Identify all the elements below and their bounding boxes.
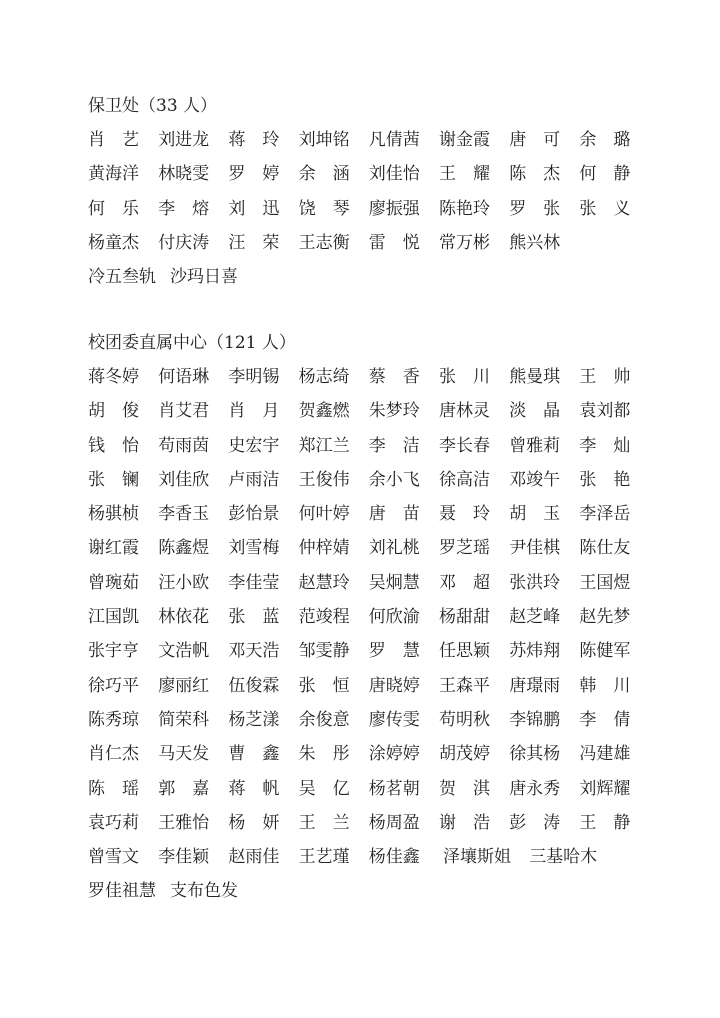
name-entry: 何 乐 <box>88 198 139 219</box>
name-row <box>88 435 648 469</box>
name-entry: 王志衡 <box>298 232 350 253</box>
name-entry: 朱 彤 <box>298 744 350 765</box>
name-entry: 李 洁 <box>368 435 420 456</box>
name-entry: 王 帅 <box>579 367 631 387</box>
name-entry: 汪 荣 <box>228 232 280 253</box>
name-entry: 三基哈木 <box>529 847 598 868</box>
name-entry: 王 静 <box>579 812 631 833</box>
name-entry: 蔡 香 <box>368 367 420 387</box>
name-entry: 熊兴林 <box>509 232 561 253</box>
name-entry: 唐晓婷 <box>368 675 420 696</box>
name-entry: 唐永秀 <box>509 778 561 799</box>
name-entry: 聂 玲 <box>439 504 490 525</box>
name-entry: 张 艳 <box>579 469 631 490</box>
name-entry: 沙玛日喜 <box>170 267 238 288</box>
name-entry: 廖振强 <box>368 198 420 219</box>
name-row <box>88 572 648 606</box>
name-entry: 张 川 <box>439 367 490 387</box>
name-entry: 林依花 <box>158 607 210 628</box>
name-entry: 李佳颖 <box>158 847 210 868</box>
name-entry: 王 耀 <box>439 164 490 185</box>
name-entry: 马天发 <box>158 744 210 765</box>
name-entry: 张洪玲 <box>509 572 561 593</box>
name-entry: 郑江兰 <box>298 435 350 456</box>
name-entry: 徐巧平 <box>88 675 139 696</box>
name-entry: 杨志绮 <box>298 367 350 387</box>
name-entry: 曾雅莉 <box>509 435 561 456</box>
name-entry: 肖 月 <box>228 401 280 422</box>
name-row <box>88 537 648 571</box>
name-entry: 杨茗朝 <box>368 778 420 799</box>
name-entry: 廖传雯 <box>368 709 420 730</box>
name-entry: 刘 迅 <box>228 198 280 219</box>
name-entry: 史宏宇 <box>228 435 280 456</box>
name-entry: 徐其杨 <box>509 744 561 765</box>
name-entry: 张 镧 <box>88 469 139 490</box>
section-heading: 保卫处（33 人） <box>88 96 218 116</box>
name-entry: 任思颖 <box>439 641 490 662</box>
name-entry: 杨 妍 <box>228 812 280 833</box>
name-entry: 罗 慧 <box>368 641 420 662</box>
name-entry: 何叶婷 <box>298 504 350 525</box>
name-entry: 王森平 <box>439 675 490 696</box>
name-entry: 黄海洋 <box>88 164 139 185</box>
name-entry: 刘辉耀 <box>579 778 631 799</box>
name-entry: 李长春 <box>439 435 490 456</box>
name-row <box>88 846 648 880</box>
name-entry: 刘佳怡 <box>368 164 420 185</box>
name-entry: 李香玉 <box>158 504 210 525</box>
name-entry: 陈仕友 <box>579 538 631 559</box>
name-entry: 卢雨洁 <box>228 469 280 490</box>
name-entry: 谢 浩 <box>439 812 490 833</box>
name-entry: 冷五叁轨 <box>88 267 156 288</box>
name-entry: 刘雪梅 <box>228 538 280 559</box>
extra-name-row <box>88 880 648 914</box>
name-entry: 刘坤铭 <box>298 130 350 150</box>
name-entry: 饶 琴 <box>298 198 350 219</box>
name-entry: 杨周盈 <box>368 812 420 833</box>
name-row <box>88 129 648 163</box>
name-entry: 肖艾君 <box>158 401 210 422</box>
name-entry: 陈 瑶 <box>88 778 139 799</box>
name-entry: 余 涵 <box>298 164 350 185</box>
name-entry: 肖 艺 <box>88 130 139 150</box>
name-entry: 陈 杰 <box>509 164 561 185</box>
name-entry: 曹 鑫 <box>228 744 280 765</box>
name-entry: 伍俊霖 <box>228 675 280 696</box>
name-entry: 李锦鹏 <box>509 709 561 730</box>
name-entry: 李 灿 <box>579 435 631 456</box>
name-entry: 泽壤斯姐 <box>443 847 511 868</box>
name-entry: 袁刘都 <box>579 401 631 422</box>
name-entry: 邓 超 <box>439 572 490 593</box>
name-entry: 唐 苗 <box>368 504 420 525</box>
name-entry: 尹佳棋 <box>509 538 561 559</box>
name-entry: 张 恒 <box>298 675 350 696</box>
name-entry: 付庆涛 <box>158 232 210 253</box>
name-entry: 苟雨茵 <box>158 435 210 456</box>
name-entry: 邓竣午 <box>509 469 561 490</box>
name-entry: 罗 张 <box>509 198 561 219</box>
extra-name-row <box>88 266 648 300</box>
name-entry: 廖丽红 <box>158 675 210 696</box>
name-entry: 支布色发 <box>170 881 238 902</box>
name-entry: 简荣科 <box>158 709 210 730</box>
name-entry: 赵先梦 <box>579 607 631 628</box>
name-entry: 陈艳玲 <box>439 198 490 219</box>
name-entry: 罗佳祖慧 <box>88 881 156 902</box>
name-entry: 蒋 帆 <box>228 778 280 799</box>
name-entry: 陈健军 <box>579 641 631 662</box>
name-entry: 何欣渝 <box>368 607 420 628</box>
name-entry: 郭 嘉 <box>158 778 210 799</box>
name-row <box>88 232 648 266</box>
name-row <box>88 606 648 640</box>
name-entry: 余俊意 <box>298 709 350 730</box>
name-entry: 李 熔 <box>158 198 210 219</box>
section-heading: 校团委直属中心（121 人） <box>88 333 296 353</box>
name-row <box>88 366 648 400</box>
name-entry: 常万彬 <box>439 232 490 253</box>
section-security-office <box>88 95 648 300</box>
name-entry: 罗芝瑶 <box>439 538 490 559</box>
name-entry: 张 义 <box>579 198 631 219</box>
name-entry: 谢红霞 <box>88 538 139 559</box>
name-entry: 吴炯慧 <box>368 572 420 593</box>
name-row <box>88 812 648 846</box>
name-entry: 余 璐 <box>579 130 631 150</box>
name-grid <box>88 366 648 880</box>
section-youth-league-center <box>88 332 648 915</box>
name-entry: 李 倩 <box>579 709 631 730</box>
name-entry: 凡倩茜 <box>368 130 420 150</box>
name-entry: 唐璟雨 <box>509 675 561 696</box>
name-entry: 淡 晶 <box>509 401 561 422</box>
name-entry: 李明锡 <box>228 367 280 387</box>
name-entry: 陈鑫煜 <box>158 538 210 559</box>
name-entry: 韩 川 <box>579 675 631 696</box>
name-entry: 曾雪文 <box>88 847 139 868</box>
name-row <box>88 163 648 197</box>
name-entry: 陈秀琼 <box>88 709 139 730</box>
name-row <box>88 400 648 434</box>
name-entry: 袁巧莉 <box>88 812 139 833</box>
name-entry: 胡 俊 <box>88 401 139 422</box>
name-entry: 苏炜翔 <box>509 641 561 662</box>
name-entry: 汪小欧 <box>158 572 210 593</box>
name-entry: 仲梓婧 <box>298 538 350 559</box>
name-entry: 王雅怡 <box>158 812 210 833</box>
name-entry: 徐高洁 <box>439 469 490 490</box>
name-entry: 彭怡景 <box>228 504 280 525</box>
name-entry: 张宇亨 <box>88 641 139 662</box>
name-entry: 何语琳 <box>158 367 210 387</box>
name-row <box>88 503 648 537</box>
name-entry: 贺鑫燃 <box>298 401 350 422</box>
name-entry: 张 蓝 <box>228 607 280 628</box>
name-entry: 余小飞 <box>368 469 420 490</box>
name-row <box>88 778 648 812</box>
name-entry: 王俊伟 <box>298 469 350 490</box>
name-entry: 杨甜甜 <box>439 607 490 628</box>
name-entry: 彭 涛 <box>509 812 561 833</box>
name-entry: 李泽岳 <box>579 504 631 525</box>
name-row <box>88 743 648 777</box>
name-entry: 赵雨佳 <box>228 847 280 868</box>
name-entry: 苟明秋 <box>439 709 490 730</box>
name-row <box>88 640 648 674</box>
name-entry: 胡茂婷 <box>439 744 490 765</box>
name-entry: 赵慧玲 <box>298 572 350 593</box>
name-grid <box>88 129 648 266</box>
name-entry: 刘进龙 <box>158 130 210 150</box>
name-entry: 谢金霞 <box>439 130 490 150</box>
name-entry: 胡 玉 <box>509 504 561 525</box>
name-entry: 林晓雯 <box>158 164 210 185</box>
name-entry: 王国煜 <box>579 572 631 593</box>
name-entry: 吴 亿 <box>298 778 350 799</box>
name-entry: 刘佳欣 <box>158 469 210 490</box>
name-entry: 贺 淇 <box>439 778 490 799</box>
name-entry: 冯建雄 <box>579 744 631 765</box>
name-entry: 朱梦玲 <box>368 401 420 422</box>
name-entry: 赵芝峰 <box>509 607 561 628</box>
name-entry: 唐林灵 <box>439 401 490 422</box>
name-entry: 杨佳鑫 <box>368 847 420 868</box>
name-entry: 唐 可 <box>509 130 561 150</box>
name-entry: 范竣程 <box>298 607 350 628</box>
name-row <box>88 709 648 743</box>
name-entry: 文浩帆 <box>158 641 210 662</box>
name-entry: 杨童杰 <box>88 232 139 253</box>
name-row <box>88 469 648 503</box>
name-entry: 邓天浩 <box>228 641 280 662</box>
name-entry: 蒋 玲 <box>228 130 280 150</box>
name-entry: 钱 怡 <box>88 435 139 456</box>
name-entry: 邹雯静 <box>298 641 350 662</box>
name-entry: 刘礼桃 <box>368 538 420 559</box>
name-entry: 曾琬茹 <box>88 572 139 593</box>
name-entry: 熊曼琪 <box>509 367 561 387</box>
name-entry: 蒋冬婷 <box>88 367 139 387</box>
name-entry: 杨骐桢 <box>88 504 139 525</box>
name-entry: 何 静 <box>579 164 631 185</box>
name-entry: 涂婷婷 <box>368 744 420 765</box>
name-entry: 李佳莹 <box>228 572 280 593</box>
name-entry: 王 兰 <box>298 812 350 833</box>
name-row <box>88 198 648 232</box>
name-entry: 罗 婷 <box>228 164 280 185</box>
name-entry: 江国凯 <box>88 607 139 628</box>
name-entry: 雷 悦 <box>368 232 420 253</box>
name-entry: 王艺瑾 <box>298 847 350 868</box>
name-entry: 杨芝漾 <box>228 709 280 730</box>
name-entry: 肖仁杰 <box>88 744 139 765</box>
name-row <box>88 675 648 709</box>
